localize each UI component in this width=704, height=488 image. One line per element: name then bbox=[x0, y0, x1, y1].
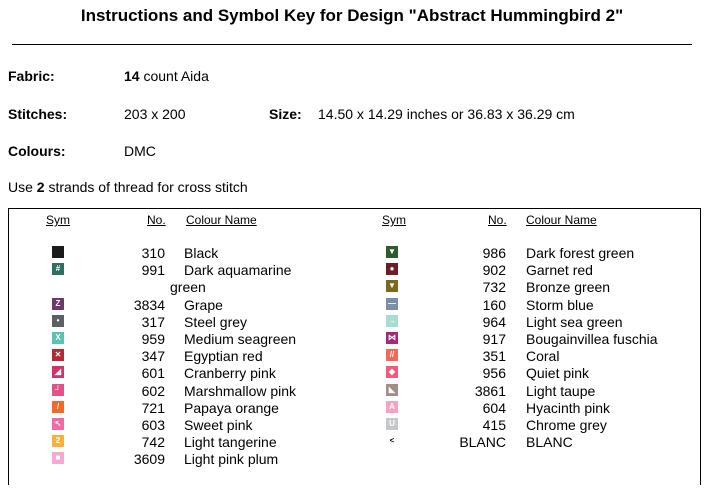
left-symbol-3: • bbox=[52, 315, 64, 327]
right-colour-name-11: BLANC bbox=[526, 434, 573, 451]
left-symbol-9: ↖ bbox=[52, 418, 64, 430]
right-colour-name-3: Storm blue bbox=[526, 296, 594, 313]
strands-count: 2 bbox=[36, 179, 45, 195]
right-symbol-9: A bbox=[386, 401, 398, 413]
right-colour-number-3: 160 bbox=[482, 296, 506, 313]
header-no-right: No. bbox=[488, 213, 507, 227]
right-colour-name-2: Bronze green bbox=[526, 279, 611, 296]
right-colour-number-11: BLANC bbox=[459, 434, 506, 451]
strands-pre: Use bbox=[8, 179, 37, 195]
right-symbol-7: ◆ bbox=[386, 366, 398, 378]
left-symbol-11: ■ bbox=[52, 452, 64, 464]
right-symbol-1: ● bbox=[386, 263, 398, 275]
header-name-right: Colour Name bbox=[526, 213, 597, 227]
right-colour-name-9: Hyacinth pink bbox=[526, 399, 611, 416]
right-colour-name-0: Dark forest green bbox=[526, 245, 635, 261]
right-symbol-11: < bbox=[386, 435, 398, 447]
right-colour-name-8: Light taupe bbox=[526, 382, 596, 399]
right-colour-name-4: Light sea green bbox=[526, 313, 623, 330]
left-colour-number-8: 721 bbox=[141, 399, 165, 416]
header-sym-left: Sym bbox=[46, 213, 70, 227]
left-colour-name-3: Steel grey bbox=[184, 313, 248, 330]
left-colour-number-9: 603 bbox=[141, 417, 165, 433]
fabric-type: count Aida bbox=[139, 68, 209, 84]
right-colour-number-10: 415 bbox=[482, 417, 506, 433]
left-colour-number-5: 347 bbox=[141, 348, 165, 365]
colours-value: DMC bbox=[124, 143, 156, 159]
header-name-left: Colour Name bbox=[186, 213, 257, 227]
left-colour-number-11: 3609 bbox=[133, 451, 165, 468]
left-colour-name-7: Marshmallow pink bbox=[184, 382, 297, 399]
left-colour-name-8: Papaya orange bbox=[184, 399, 279, 416]
fabric-count: 14 bbox=[124, 68, 140, 84]
left-colour-number-2: 3834 bbox=[133, 296, 165, 313]
page-title: Instructions and Symbol Key for Design "Abstract Hummingbird 2" bbox=[80, 6, 624, 25]
right-colour-number-8: 3861 bbox=[474, 382, 506, 399]
right-colour-name-10: Chrome grey bbox=[526, 417, 607, 433]
left-colour-number-3: 317 bbox=[141, 313, 165, 330]
header-no-left: No. bbox=[147, 213, 166, 227]
header-sym-right: Sym bbox=[382, 213, 406, 227]
right-colour-number-2: 732 bbox=[482, 279, 506, 296]
stitches-value: 203 x 200 bbox=[124, 106, 186, 122]
colours-label: Colours: bbox=[8, 143, 66, 159]
size-value: 14.50 x 14.29 inches or 36.83 x 36.29 cm bbox=[318, 106, 575, 122]
right-colour-number-7: 956 bbox=[482, 365, 506, 382]
left-colour-name-4: Medium seagreen bbox=[184, 331, 297, 347]
left-colour-number-7: 602 bbox=[141, 382, 165, 399]
strands-post: strands of thread for cross stitch bbox=[44, 179, 248, 195]
left-colour-number-10: 742 bbox=[141, 434, 165, 451]
fabric-label: Fabric: bbox=[8, 68, 55, 84]
right-colour-number-0: 986 bbox=[482, 245, 506, 261]
right-symbol-6: // bbox=[386, 349, 398, 361]
left-colour-number-1: 991 bbox=[141, 262, 165, 279]
left-symbol-7: ┘ bbox=[52, 384, 64, 396]
left-colour-number-4: 959 bbox=[141, 331, 165, 347]
right-colour-name-1: Garnet red bbox=[526, 262, 593, 279]
left-symbol-5: ✕ bbox=[52, 349, 64, 361]
right-colour-number-9: 604 bbox=[482, 399, 506, 416]
left-colour-name-11: Light pink plum bbox=[184, 451, 279, 468]
left-colour-number-6: 601 bbox=[141, 365, 165, 382]
right-symbol-5: ⋈ bbox=[388, 333, 396, 342]
right-symbol-2: ▼ bbox=[386, 280, 398, 292]
left-colour-name-6: Cranberry pink bbox=[184, 365, 276, 382]
left-symbol-6: ◢ bbox=[52, 366, 64, 378]
left-colour-name-0: Black bbox=[184, 245, 219, 261]
right-colour-number-5: 917 bbox=[482, 331, 506, 347]
title-divider bbox=[12, 44, 692, 45]
right-symbol-0: ▼ bbox=[386, 246, 398, 258]
left-symbol-4: X bbox=[52, 332, 64, 344]
left-colour-name-10: Light tangerine bbox=[184, 434, 277, 451]
left-symbol-2: Z bbox=[52, 298, 64, 310]
left-symbol-1: # bbox=[52, 263, 64, 275]
left-symbol-10: 2 bbox=[52, 435, 64, 447]
right-symbol-4: → bbox=[388, 315, 396, 325]
stitches-label: Stitches: bbox=[8, 106, 68, 122]
left-colour-name-cont-1: green bbox=[170, 279, 206, 296]
right-colour-name-7: Quiet pink bbox=[526, 365, 590, 382]
right-symbol-8: ◣ bbox=[386, 384, 398, 396]
right-symbol-10: U bbox=[386, 418, 398, 430]
left-colour-name-5: Egyptian red bbox=[184, 348, 263, 365]
right-colour-name-6: Coral bbox=[526, 348, 560, 365]
right-colour-number-4: 964 bbox=[482, 313, 506, 330]
size-label: Size: bbox=[269, 106, 302, 122]
right-colour-name-5: Bougainvillea fuschia bbox=[526, 331, 658, 347]
right-colour-number-1: 902 bbox=[482, 262, 506, 279]
strands-instruction bbox=[8, 179, 248, 195]
left-colour-name-1: Dark aquamarine bbox=[184, 262, 292, 279]
left-colour-name-9: Sweet pink bbox=[184, 417, 253, 433]
left-colour-number-0: 310 bbox=[141, 245, 165, 261]
right-colour-number-6: 351 bbox=[482, 348, 506, 365]
fabric-value bbox=[124, 68, 209, 84]
left-symbol-8: / bbox=[52, 401, 64, 413]
right-symbol-3: — bbox=[388, 298, 396, 308]
left-symbol-0 bbox=[52, 246, 64, 258]
left-colour-name-2: Grape bbox=[184, 296, 223, 313]
